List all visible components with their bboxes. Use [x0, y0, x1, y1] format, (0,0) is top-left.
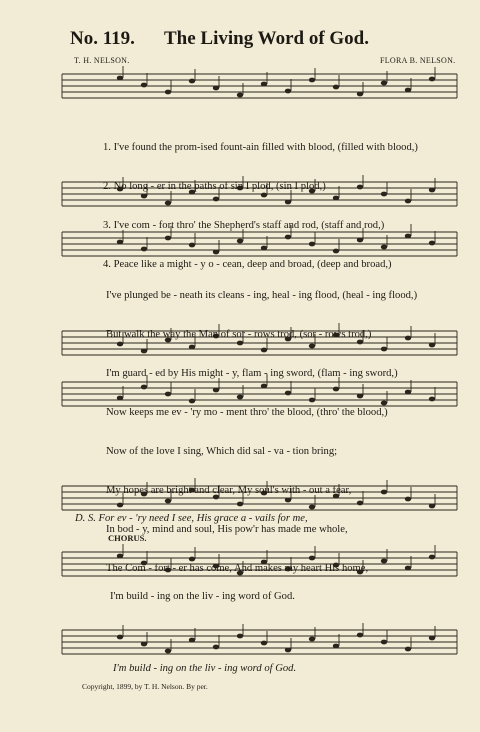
hymn-title: The Living Word of God. [164, 28, 370, 49]
chorus-label: CHORUS. [108, 533, 147, 543]
copyright-note: Copyright, 1899, by T. H. Nelson. By per. [82, 682, 208, 691]
verse-lines-3 [106, 419, 368, 588]
dal-segno-line: D. S. For ev - 'ry need I see, His grace a - vails for me, [75, 513, 308, 524]
verse-3-line: I'm guard - ed by His might - y, flam - ing sword, (flam - ing sword,) [106, 368, 398, 379]
verse-1-line: Now of the love I sing, Which did sal - va - tion bring; [106, 446, 338, 457]
verse-2-line: 2. No long - er in the paths of sin I plod, (sin I plod,) [103, 181, 326, 192]
composer-credit: T. H. NELSON. [74, 56, 130, 65]
chorus-line: I'm build - ing on the liv - ing word of God. [110, 591, 295, 602]
verse-2-line: My hopes are bright and clear, My soul's with - out a fear, [106, 485, 352, 496]
verse-4-line: The Com - fort - er has come, And makes my heart His home, [106, 563, 369, 574]
chorus-echo-line: I'm build - ing on the liv - ing word of God. [113, 663, 297, 674]
verse-lines-1 [103, 115, 418, 284]
verse-4-line: Now keeps me ev - 'ry mo - ment thro' the blood, (thro' the blood,) [106, 407, 388, 418]
treble-staff [62, 70, 457, 110]
author-credit: FLORA B. NELSON. [380, 56, 456, 65]
verse-lines-2 [106, 263, 417, 432]
hymn-number: No. 119. [70, 28, 135, 49]
verse-3-line: 3. I've com - fort thro' the Shepherd's staff and rod, (staff and rod,) [103, 220, 385, 231]
verse-1-line: I've plunged be - neath its cleans - ing, heal - ing flood, (heal - ing flood,) [106, 290, 418, 301]
bass-staff [62, 626, 457, 666]
verse-3-line: In bod - y, mind and soul, His pow'r has made me whole, [106, 524, 348, 535]
verse-4-line: 4. Peace like a might - y o - cean, deep and broad, (deep and broad,) [103, 259, 392, 270]
verse-2-line: But walk the way the Man of sor - rows trod, (sor - rows trod,) [106, 329, 372, 340]
verse-1-line: 1. I've found the prom-ised fount-ain filled with blood, (filled with blood,) [103, 142, 418, 153]
